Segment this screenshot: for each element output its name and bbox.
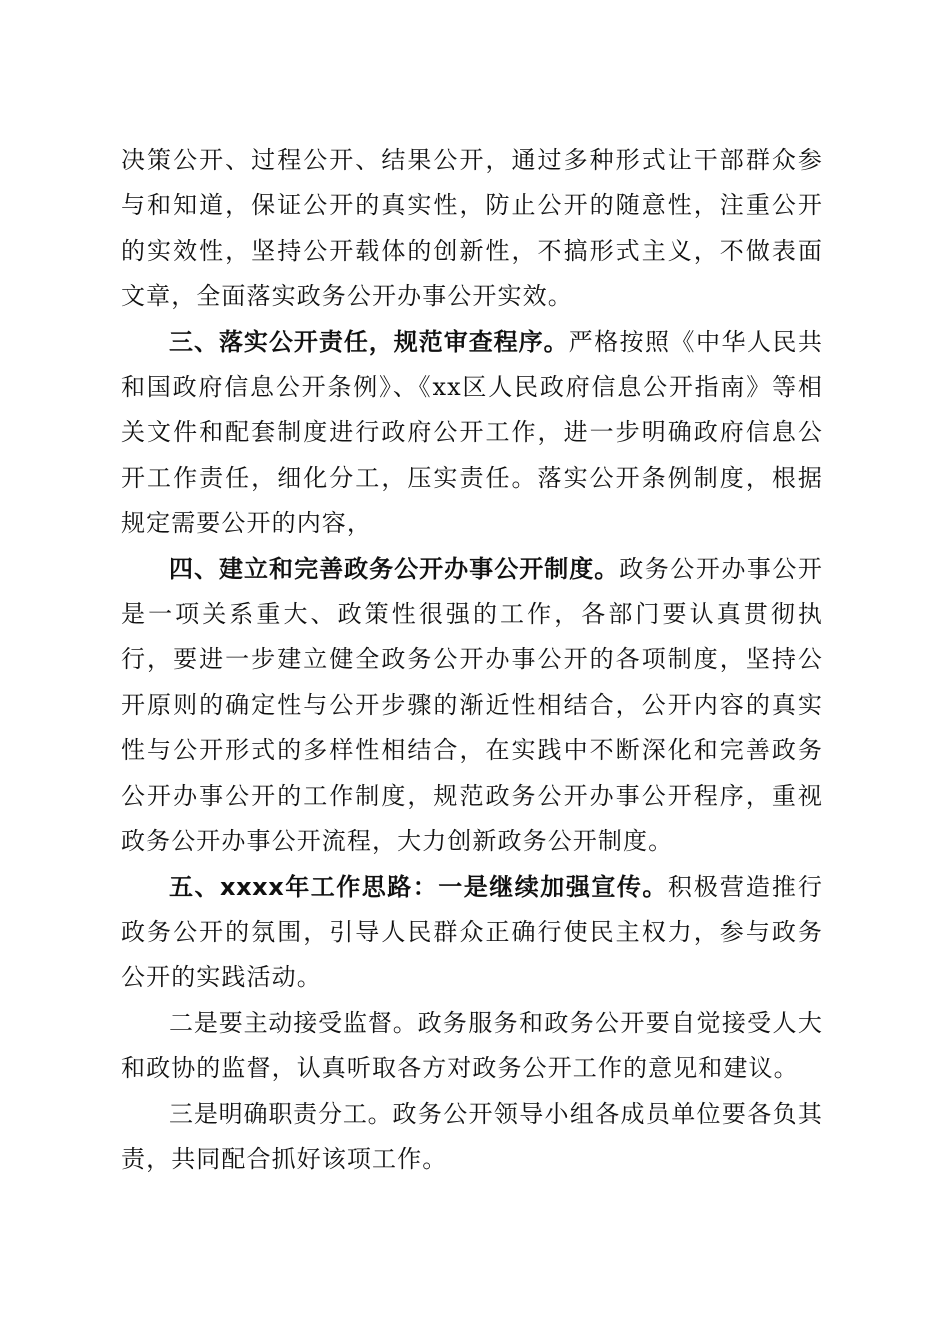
paragraph-continuation [121,138,823,320]
paragraph-text: 政务公开领导小组各成员单位要各负其责，共同配合抓好该项工作。 [121,1099,823,1173]
paragraph-text: 决策公开、过程公开、结果公开，通过多种形式让干部群众参与和知道，保证公开的真实性，防止公开的随意性，注重公开的实效性，坚持公开载体的创新性，不搞形式主义，不做表面文章，全面落实政务公开办事公开实效。 [121,146,823,311]
paragraph-text: 积极营造推行政务公开的氛围，引导人民群众正确行使民主权力，参与政务公开的实践活动。 [121,872,823,992]
section-heading: 五、xxxx年工作思路：一是继续加强宣传。 [169,872,668,901]
section-heading: 四、建立和完善政务公开办事公开制度。 [169,554,620,583]
paragraph-text: 严格按照《中华人民共和国政府信息公开条例》、《xx区人民政府信息公开指南》等相关文件和配套制度进行政府公开工作，进一步明确政府信息公开工作责任，细化分工，压实责任。落实公开条例制度，根据规定需要公开的内容， [121,327,823,538]
paragraph-item-three [121,1092,823,1183]
paragraph-section-four [121,547,823,865]
document-body [121,138,823,1182]
item-heading: 三是明确职责分工。 [169,1099,393,1128]
paragraph-section-three [121,320,823,547]
paragraph-section-five [121,865,823,1001]
paragraph-text: 政务服务和政务公开要自觉接受人大和政协的监督，认真听取各方对政务公开工作的意见和建议。 [121,1008,823,1083]
item-heading: 二是要主动接受监督。 [169,1008,418,1037]
paragraph-item-two [121,1001,823,1092]
paragraph-text: 政务公开办事公开是一项关系重大、政策性很强的工作，各部门要认真贯彻执行，要进一步建立健全政务公开办事公开的各项制度，坚持公开原则的确定性与公开步骤的渐近性相结合，公开内容的真实性与公开形式的多样性相结合，在实践中不断深化和完善政务公开办事公开的工作制度，规范政务公开办事公开程序，重视政务公开办事公开流程，大力创新政务公开制度。 [121,554,823,856]
section-heading: 三、落实公开责任，规范审查程序。 [169,327,569,356]
